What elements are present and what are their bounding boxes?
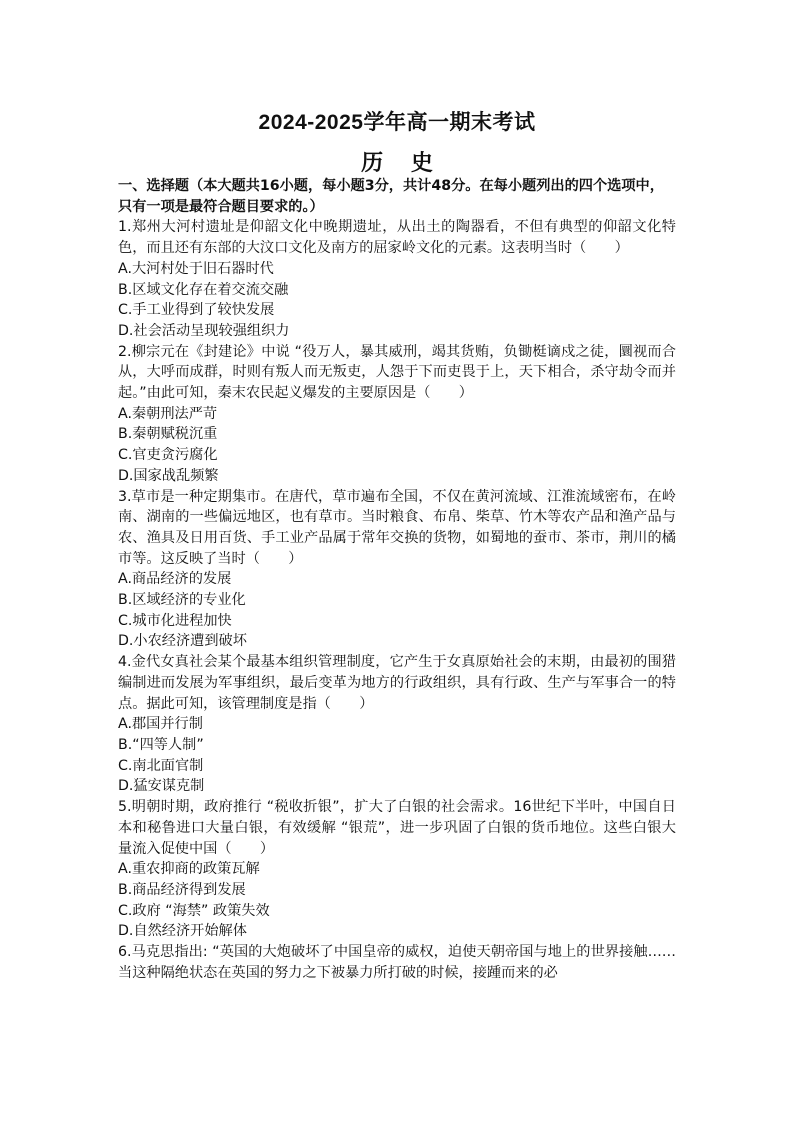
- option-a: A.郡国并行制: [118, 716, 203, 733]
- option-b: B.秦朝赋税沉重: [118, 426, 218, 443]
- question-1: [118, 217, 676, 341]
- option-c: C.政府 “海禁” 政策失效: [118, 902, 270, 919]
- option-d: D.国家战乱频繁: [118, 467, 219, 484]
- exam-subject: 历 史: [361, 151, 443, 176]
- option-d: D.社会活动呈现较强组织力: [118, 322, 290, 339]
- option-a: A.重农抑商的政策瓦解: [118, 861, 260, 878]
- question-4: [118, 652, 676, 797]
- option-c: C.南北面官制: [118, 757, 204, 774]
- option-d: D.自然经济开始解体: [118, 923, 247, 940]
- exam-title: 2024-2025学年高一期末考试: [258, 111, 536, 134]
- question-stem: 3.草市是一种定期集市。在唐代，草市遍布全国，不仅在黄河流域、江淮流域密布，在岭南、湖南的一些偏远地区，也有草市。当时粮食、布帛、柴草、竹木等农产品和渔产品与农、渔具及日用百货、手工业产品属于常年交换的货物，如蜀地的蚕市、茶市，荆川的橘市等。这反映了当时（ ）: [118, 488, 676, 567]
- option-c: C.城市化进程加快: [118, 612, 232, 629]
- question-stem: 2.柳宗元在《封建论》中说 “役万人，暴其威刑，竭其货贿，负锄梃谪戍之徒，圜视而合从，大呼而成群，时则有叛人而无叛吏，人怨于下而吏畏于上，天下相合，杀守劫令而并起。”由此可知，秦末农民起义爆发的主要原因是（ ）: [118, 343, 676, 402]
- option-a: A.大河村处于旧石器时代: [118, 260, 274, 277]
- question-6: [118, 942, 676, 983]
- option-b: B.商品经济得到发展: [118, 881, 246, 898]
- option-d: D.猛安谋克制: [118, 778, 205, 795]
- option-a: A.商品经济的发展: [118, 571, 232, 588]
- question-stem: 5.明朝时期，政府推行 “税收折银”，扩大了白银的社会需求。16世纪下半叶，中国自日本和秘鲁进口大量白银，有效缓解 “银荒”，进一步巩固了白银的货币地位。这些白银大量流入促使中国（ ）: [118, 799, 676, 857]
- section-heading: 一、选择题（本大题共16小题，每小题3分，共计48分。在每小题列出的四个选项中，只有一项是最符合题目要求的。）: [118, 178, 664, 215]
- option-b: B.“四等人制”: [118, 736, 204, 753]
- exam-content: [118, 176, 676, 983]
- option-b: B.区域文化存在着交流交融: [118, 281, 289, 298]
- option-c: C.官吏贪污腐化: [118, 447, 218, 464]
- option-a: A.秦朝刑法严苛: [118, 405, 218, 422]
- question-stem: 1.郑州大河村遗址是仰韶文化中晚期遗址，从出土的陶器看，不但有典型的仰韶文化特色，而且还有东部的大汶口文化及南方的屈家岭文化的元素。这表明当时（ ）: [118, 219, 676, 257]
- question-3: [118, 487, 676, 653]
- question-stem: 4.金代女真社会某个最基本组织管理制度，它产生于女真原始社会的末期，由最初的围猎编制进而发展为军事组织，最后变革为地方的行政组织，具有行政、生产与军事合一的特点。据此可知，该管理制度是指（ ）: [118, 654, 676, 712]
- question-5: [118, 797, 676, 942]
- question-2: [118, 342, 676, 487]
- option-d: D.小农经济遭到破坏: [118, 633, 247, 650]
- option-c: C.手工业得到了较快发展: [118, 302, 275, 319]
- option-b: B.区域经济的专业化: [118, 592, 246, 609]
- question-stem: 6.马克思指出: “英国的大炮破坏了中国皇帝的威权，迫使天朝帝国与地上的世界接触……当这种隔绝状态在英国的努力之下被暴力所打破的时候，接踵而来的必: [118, 944, 676, 981]
